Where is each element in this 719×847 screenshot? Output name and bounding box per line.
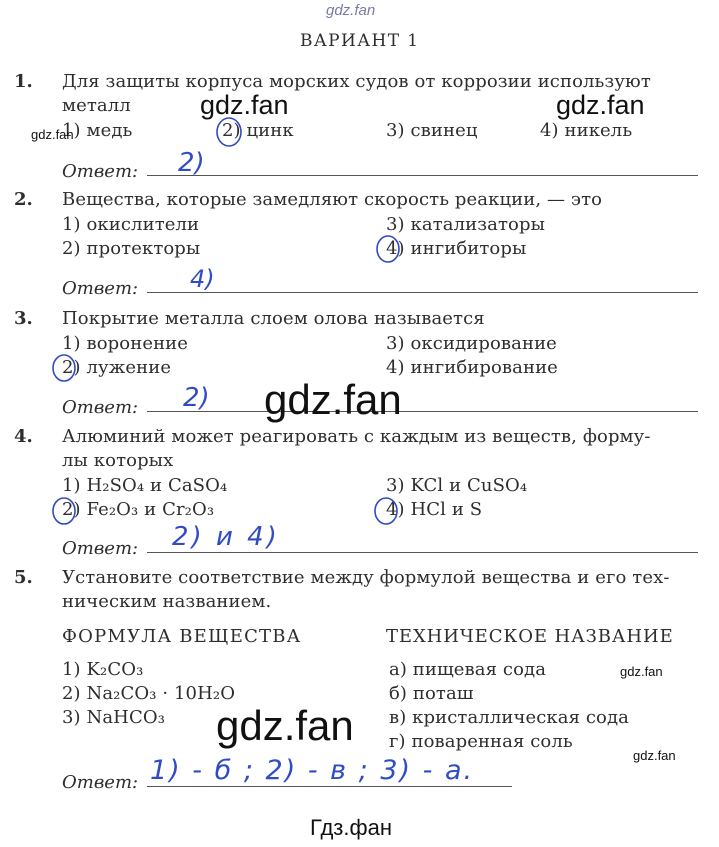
- question-4-answer: 2) и 4): [172, 522, 280, 552]
- question-4-option-4: 4) HCl и S: [386, 499, 483, 520]
- watermark-center: gdz.fan: [264, 376, 402, 423]
- formula-3: 3) NaHCO₃: [62, 707, 166, 728]
- question-5-answer-label: Ответ:: [62, 772, 139, 793]
- question-2-option-1: 1) окислители: [62, 214, 200, 235]
- question-3-answer-label: Ответ:: [62, 397, 139, 418]
- question-2-option-4: 4) ингибиторы: [386, 238, 527, 259]
- question-5-number: 5.: [14, 567, 33, 588]
- question-4-option-1: 1) H₂SO₄ и CaSO₄: [62, 475, 228, 496]
- name-column-heading: ТЕХНИЧЕСКОЕ НАЗВАНИЕ: [386, 626, 674, 647]
- question-1-answer-line: [147, 175, 698, 176]
- watermark-big-2: gdz.fan: [556, 90, 645, 120]
- question-4-choice-circle-2: [50, 495, 80, 527]
- question-4-text: Алюминий может реагировать с каждым из веществ, форму-: [62, 426, 651, 447]
- question-2-number: 2.: [14, 189, 33, 210]
- question-1-option-3: 3) свинец: [386, 120, 478, 141]
- watermark-bottom: Гдз.фан: [310, 815, 392, 840]
- watermark-big-1: gdz.fan: [200, 90, 289, 120]
- watermark-top: gdz.fan: [326, 2, 376, 19]
- question-1-text-cont: металл: [62, 95, 131, 116]
- question-3-option-3: 3) оксидирование: [386, 333, 557, 354]
- question-5-text: Установите соответствие между формулой вещества и его тех-: [62, 567, 670, 588]
- question-5-text-cont: ническим названием.: [62, 591, 272, 612]
- formula-2: 2) Na₂CO₃ · 10H₂O: [62, 683, 236, 704]
- question-5-answer-line: [147, 786, 512, 787]
- question-3-choice-circle: [50, 352, 80, 384]
- question-3-number: 3.: [14, 308, 33, 329]
- question-4-option-2: 2) Fe₂O₃ и Cr₂O₃: [62, 499, 215, 520]
- watermark-small-right-2: gdz.fan: [633, 748, 676, 763]
- question-2-option-2: 2) протекторы: [62, 238, 201, 259]
- question-3-answer: 2): [183, 383, 210, 413]
- formula-column-heading: ФОРМУЛА ВЕЩЕСТВА: [62, 626, 302, 647]
- question-4-number: 4.: [14, 426, 33, 447]
- variant-title: ВАРИАНТ 1: [300, 31, 420, 51]
- question-5-answer: 1) - б ; 2) - в ; 3) - а.: [150, 755, 475, 786]
- question-1-number: 1.: [14, 71, 33, 92]
- question-3-option-1: 1) воронение: [62, 333, 189, 354]
- question-2-choice-circle: [374, 234, 404, 266]
- formula-1: 1) K₂CO₃: [62, 659, 144, 680]
- tech-name-g: г) поваренная соль: [389, 731, 573, 752]
- question-1-option-4: 4) никель: [540, 120, 633, 141]
- question-4-answer-label: Ответ:: [62, 538, 139, 559]
- question-1-answer-label: Ответ:: [62, 161, 139, 182]
- question-1-text: Для защиты корпуса морских судов от коррозии используют: [62, 71, 651, 92]
- question-4-choice-circle-4: [372, 495, 402, 527]
- question-3-text: Покрытие металла слоем олова называется: [62, 308, 485, 329]
- tech-name-b: б) поташ: [389, 683, 474, 704]
- watermark-small-right-1: gdz.fan: [620, 664, 663, 679]
- question-3-option-4: 4) ингибирование: [386, 357, 558, 378]
- tech-name-v: в) кристаллическая сода: [389, 707, 630, 728]
- question-4-option-3: 3) KCl и CuSO₄: [386, 475, 528, 496]
- question-2-answer-label: Ответ:: [62, 278, 139, 299]
- question-1-answer: 2): [178, 148, 205, 178]
- question-2-text: Вещества, которые замедляют скорость реакции, — это: [62, 189, 603, 210]
- question-2-answer-line: [147, 292, 698, 293]
- question-3-answer-line: [147, 411, 698, 412]
- watermark-small-left: gdz.fan: [31, 127, 74, 142]
- question-4-answer-line: [147, 552, 698, 553]
- question-1-option-1: 1) медь: [62, 120, 133, 141]
- watermark-lower: gdz.fan: [216, 702, 354, 749]
- question-1-option-2: 2) цинк: [222, 120, 294, 141]
- question-3-option-2: 2) лужение: [62, 357, 172, 378]
- question-4-text-cont: лы которых: [62, 450, 174, 471]
- tech-name-a: а) пищевая сода: [389, 659, 547, 680]
- question-2-answer: 4): [190, 265, 215, 293]
- question-2-option-3: 3) катализаторы: [386, 214, 545, 235]
